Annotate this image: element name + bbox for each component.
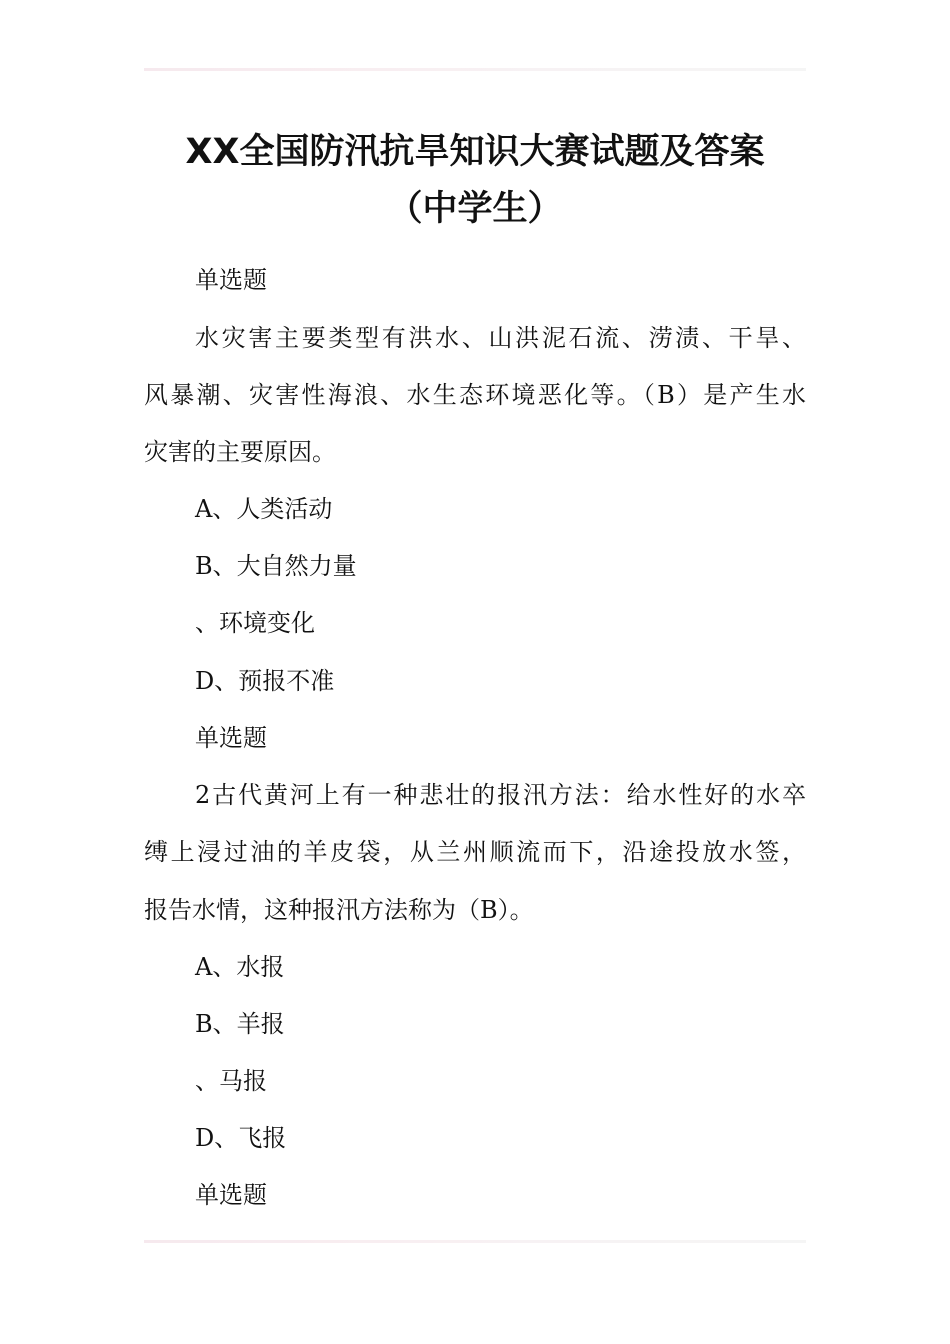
answer-option: 、环境变化 bbox=[195, 609, 315, 637]
header-rule bbox=[144, 68, 806, 71]
footer-rule bbox=[144, 1240, 806, 1243]
answer-option: D、预报不准 bbox=[195, 667, 335, 695]
document-title-line-1: XX全国防汛抗旱知识大赛试题及答案 bbox=[185, 132, 765, 172]
answer-option: A、人类活动 bbox=[195, 495, 333, 523]
answer-option: 、马报 bbox=[195, 1067, 267, 1095]
answer-option: B、羊报 bbox=[195, 1010, 285, 1038]
question-text-line: 2古代黄河上有一种悲壮的报汛方法：给水性好的水卒 bbox=[195, 781, 806, 809]
question-type-label: 单选题 bbox=[195, 1181, 267, 1209]
question-type-label: 单选题 bbox=[195, 266, 267, 294]
question-text-line: 风暴潮、灾害性海浪、水生态环境恶化等。（B）是产生水 bbox=[144, 381, 806, 409]
question-text-line: 缚上浸过油的羊皮袋，从兰州顺流而下，沿途投放水签， bbox=[144, 838, 806, 866]
answer-option: A、水报 bbox=[195, 953, 285, 981]
question-text-line: 灾害的主要原因。 bbox=[144, 438, 336, 466]
answer-option: B、大自然力量 bbox=[195, 552, 357, 580]
document-title-line-2: （中学生） bbox=[387, 189, 563, 229]
question-text-line: 水灾害主要类型有洪水、山洪泥石流、涝渍、干旱、 bbox=[195, 324, 806, 352]
question-type-label: 单选题 bbox=[195, 724, 267, 752]
question-text-line: 报告水情，这种报汛方法称为（B）。 bbox=[144, 896, 534, 924]
answer-option: D、飞报 bbox=[195, 1124, 287, 1152]
